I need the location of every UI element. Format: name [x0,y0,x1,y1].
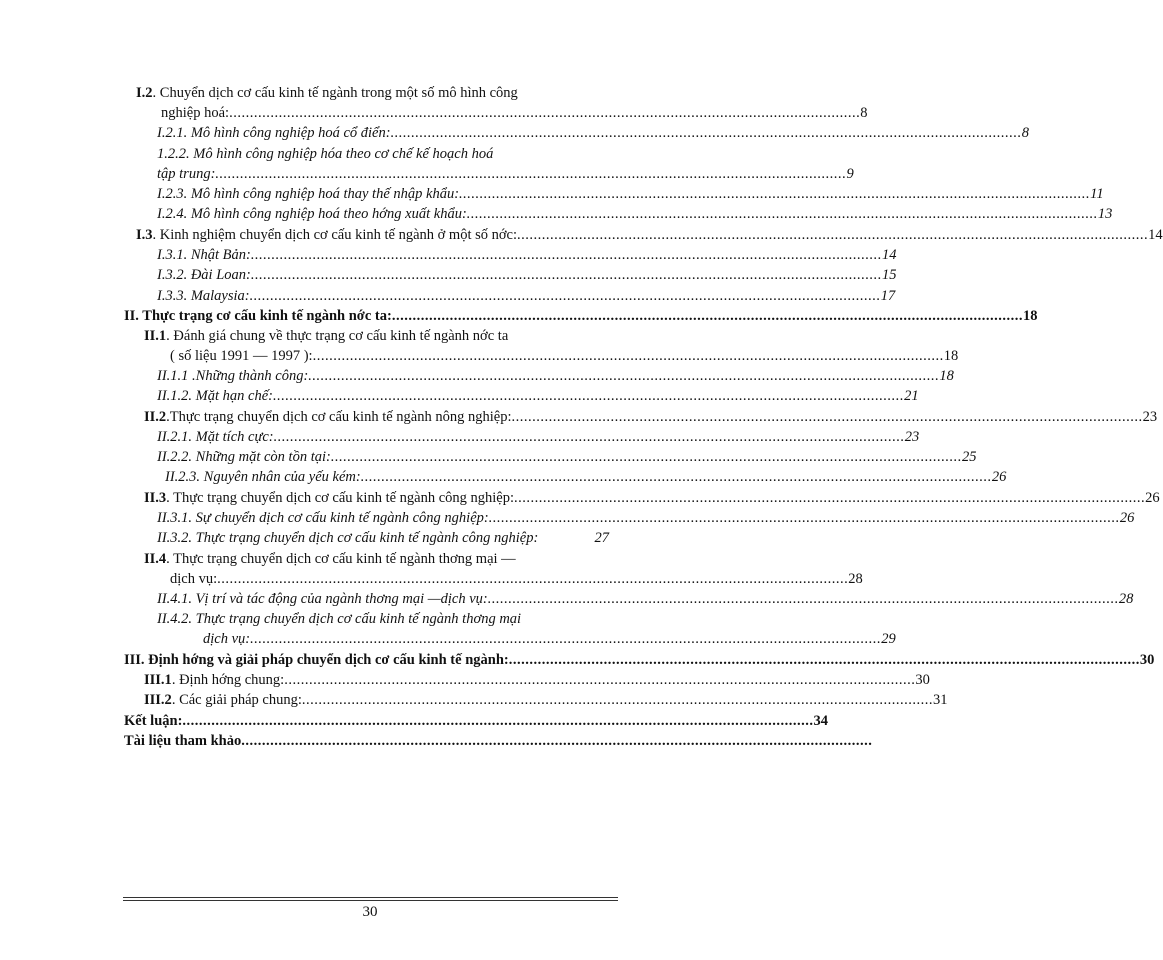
toc-page: 17 [880,288,896,304]
toc-title: . Định hớng chung: [171,672,285,688]
toc-title: II.1.1 .Những thành công: [157,368,309,384]
toc-entry-i33: I.3.3. Malaysia: ......................................................................................................................................................... 17 [157,288,896,304]
toc-entry-iii1: III.1. Định hớng chung: ......................................................................................................................................................... 30 [144,672,930,688]
toc-title: I.3.1. Nhật Bản: [157,247,251,263]
toc-page: 18 [939,368,954,384]
toc-title: . Kinh nghiệm chuyển dịch cơ cấu kinh tế ngành ở một số nớc: [152,227,518,243]
toc-title: II.1.2. Mặt hạn chế: [157,388,273,404]
toc-title: 1.2.2. Mô hình công nghiệp hóa theo cơ chế kế hoạch hoá [157,146,494,162]
toc-number: I.2 [136,85,153,101]
toc-page: 8 [1021,125,1029,141]
toc-page: 26 [991,469,1007,485]
toc-page: 23 [904,429,920,445]
toc-entry-ketluan: Kết luận: ......................................................................................................................................................... 34 [124,713,829,729]
toc-title: II.4.1. Vị trí và tác động của ngành thơng mại —dịch vụ: [157,591,488,607]
toc-title-cont: ( số liệu 1991 — 1997 ): [170,348,313,364]
toc-entry-ii12: II.1.2. Mặt hạn chế: ......................................................................................................................................................... 21 [157,388,919,404]
toc-title-cont: dịch vụ: [203,631,251,647]
toc-entry-ii41: II.4.1. Vị trí và tác động của ngành thơng mại —dịch vụ: ......................................................................................................................................................... 28 [157,591,1134,607]
toc-title-cont: dịch vụ: [170,571,218,587]
toc-title: Kết luận: [124,713,183,729]
page-number: 30 [362,904,378,920]
toc-page: 28 [848,571,863,587]
toc-title: I.2.1. Mô hình công nghiệp hoá cổ điển: [157,125,391,141]
toc-entry-ii3: II.3. Thực trạng chuyển dịch cơ cấu kinh tế ngành công nghiệp: ......................................................................................................................................................... 26 [144,490,1160,506]
toc-page: 34 [813,713,829,729]
toc-page: 23 [1142,409,1158,425]
toc-page: 8 [860,105,868,121]
toc-title: I.3.3. Malaysia: [157,288,250,304]
toc-page: 26 [1119,510,1135,526]
toc-number: II.1 [144,328,167,344]
toc-page: 30 [915,672,930,688]
toc-number: II.4 [144,551,167,567]
toc-entry-i21: I.2.1. Mô hình công nghiệp hoá cổ điển: ......................................................................................................................................................... 8 [157,125,1029,141]
toc-title: II.4.2. Thực trạng chuyển dịch cơ cấu kinh tế ngành thơng mại [157,611,522,627]
toc-title: I.3.2. Đài Loan: [157,267,251,283]
toc-entry-ii4-cont: dịch vụ: ......................................................................................................................................................... 28 [170,571,863,587]
toc-title: Tài liệu tham khảo [124,733,242,749]
footer-divider [123,897,618,898]
toc-page: 30 [1139,652,1155,668]
toc-entry-i2-cont: nghiệp hoá: ......................................................................................................................................................... 8 [161,105,868,121]
toc-entry-tailieu: Tài liệu tham khảo ......................................................................................................................................................... [124,733,873,749]
toc-entry-ii11: II.1.1 .Những thành công: ......................................................................................................................................................... 18 [157,368,954,384]
toc-entry-ii42-cont: dịch vụ: ......................................................................................................................................................... 29 [203,631,896,647]
toc-entry-i22-cont: tập trung: ......................................................................................................................................................... 9 [157,166,854,182]
toc-entry-ii22: II.2.2. Những mặt còn tồn tại: ......................................................................................................................................................... 25 [157,449,977,465]
toc-entry-ii21: II.2.1. Mặt tích cực: ......................................................................................................................................................... 23 [157,429,920,445]
toc-page: 11 [1090,186,1104,202]
toc-title: II. Thực trạng cơ cấu kinh tế ngành nớc ta: [124,308,392,324]
toc-title: II.2.3. Nguyên nhân của yếu kém: [165,469,361,485]
toc-title: II.2.2. Những mặt còn tồn tại: [157,449,331,465]
footer-divider-double [123,900,618,901]
toc-title: II.3.2. Thực trạng chuyển dịch cơ cấu kinh tế ngành công nghiệp: [157,530,539,546]
toc-title: II.3.1. Sự chuyển dịch cơ cấu kinh tế ngành công nghiệp: [157,510,489,526]
toc-title: . Thực trạng chuyển dịch cơ cấu kinh tế ngành thơng mại — [166,551,516,567]
toc-page: 18 [943,348,959,364]
toc-title: . Đánh giá chung về thực trạng cơ cấu kinh tế ngành nớc ta [166,328,509,344]
toc-entry-ii31: II.3.1. Sự chuyển dịch cơ cấu kinh tế ngành công nghiệp: ......................................................................................................................................................... 26 [157,510,1135,526]
toc-page: 27 [594,530,609,546]
toc-page: 9 [846,166,854,182]
toc-entry-ii: II. Thực trạng cơ cấu kinh tế ngành nớc ta: ......................................................................................................................................................... 18 [124,308,1038,324]
toc-title: II.2.1. Mặt tích cực: [157,429,274,445]
toc-page: 26 [1145,490,1160,506]
toc-title: .Thực trạng chuyển dịch cơ cấu kinh tế ngành nông nghiệp: [166,409,512,425]
toc-title-cont: tập trung: [157,166,216,182]
toc-entry-ii1-cont: ( số liệu 1991 — 1997 ): ......................................................................................................................................................... 18 [170,348,959,364]
toc-title: I.2.3. Mô hình công nghiệp hoá thay thế nhập khẩu: [157,186,460,202]
toc-title: III. Định hớng và giải pháp chuyển dịch cơ cấu kinh tế ngành: [124,652,509,668]
toc-title-cont: nghiệp hoá: [161,105,230,121]
toc-entry-ii42 [0,609,700,629]
toc-page: 14 [881,247,897,263]
toc-number: III.2 [144,692,172,708]
toc-entry-i32: I.3.2. Đài Loan: ......................................................................................................................................................... 15 [157,267,897,283]
toc-page: 31 [933,692,948,708]
toc-entry-i24: I.2.4. Mô hình công nghiệp hoá theo hớng xuất khẩu: ......................................................................................................................................................... 13 [157,206,1113,222]
toc-entry-ii1 [0,326,700,346]
toc-number: I.3 [136,227,153,243]
toc-entry-i23: I.2.3. Mô hình công nghiệp hoá thay thế nhập khẩu: ......................................................................................................................................................... 11 [157,186,1104,202]
toc-page: 15 [881,267,897,283]
toc-entry-ii4 [0,549,700,569]
toc-title: I.2.4. Mô hình công nghiệp hoá theo hớng xuất khẩu: [157,206,467,222]
toc-page: 21 [904,388,919,404]
toc-entry-i31: I.3.1. Nhật Bản: ......................................................................................................................................................... 14 [157,247,897,263]
toc-entry-ii2: II.2.Thực trạng chuyển dịch cơ cấu kinh tế ngành nông nghiệp: ......................................................................................................................................................... 23 [144,409,1158,425]
toc-entry-i22 [0,144,700,164]
toc-page: 13 [1097,206,1113,222]
toc-title: . Các giải pháp chung: [171,692,302,708]
toc-entry-ii32 [0,528,700,548]
toc-entry-ii23: II.2.3. Nguyên nhân của yếu kém: ......................................................................................................................................................... 26 [165,469,1007,485]
toc-entry-iii: III. Định hớng và giải pháp chuyển dịch cơ cấu kinh tế ngành: ......................................................................................................................................................... 30 [124,652,1155,668]
toc-page: 28 [1118,591,1134,607]
toc-page: 29 [881,631,896,647]
toc-entry-i3: I.3. Kinh nghiệm chuyển dịch cơ cấu kinh tế ngành ở một số nớc: ......................................................................................................................................................... 14 [136,227,1163,243]
toc-page: 18 [1022,308,1038,324]
toc-title: . Thực trạng chuyển dịch cơ cấu kinh tế ngành công nghiệp: [166,490,515,506]
toc-number: II.3 [144,490,167,506]
toc-title: . Chuyển dịch cơ cấu kinh tế ngành trong một số mô hình công [152,85,518,101]
toc-page: 25 [961,449,977,465]
toc-page: 14 [1148,227,1163,243]
toc-number: III.1 [144,672,172,688]
toc-entry-iii2: III.2. Các giải pháp chung: ......................................................................................................................................................... 31 [144,692,948,708]
toc-number: II.2 [144,409,167,425]
